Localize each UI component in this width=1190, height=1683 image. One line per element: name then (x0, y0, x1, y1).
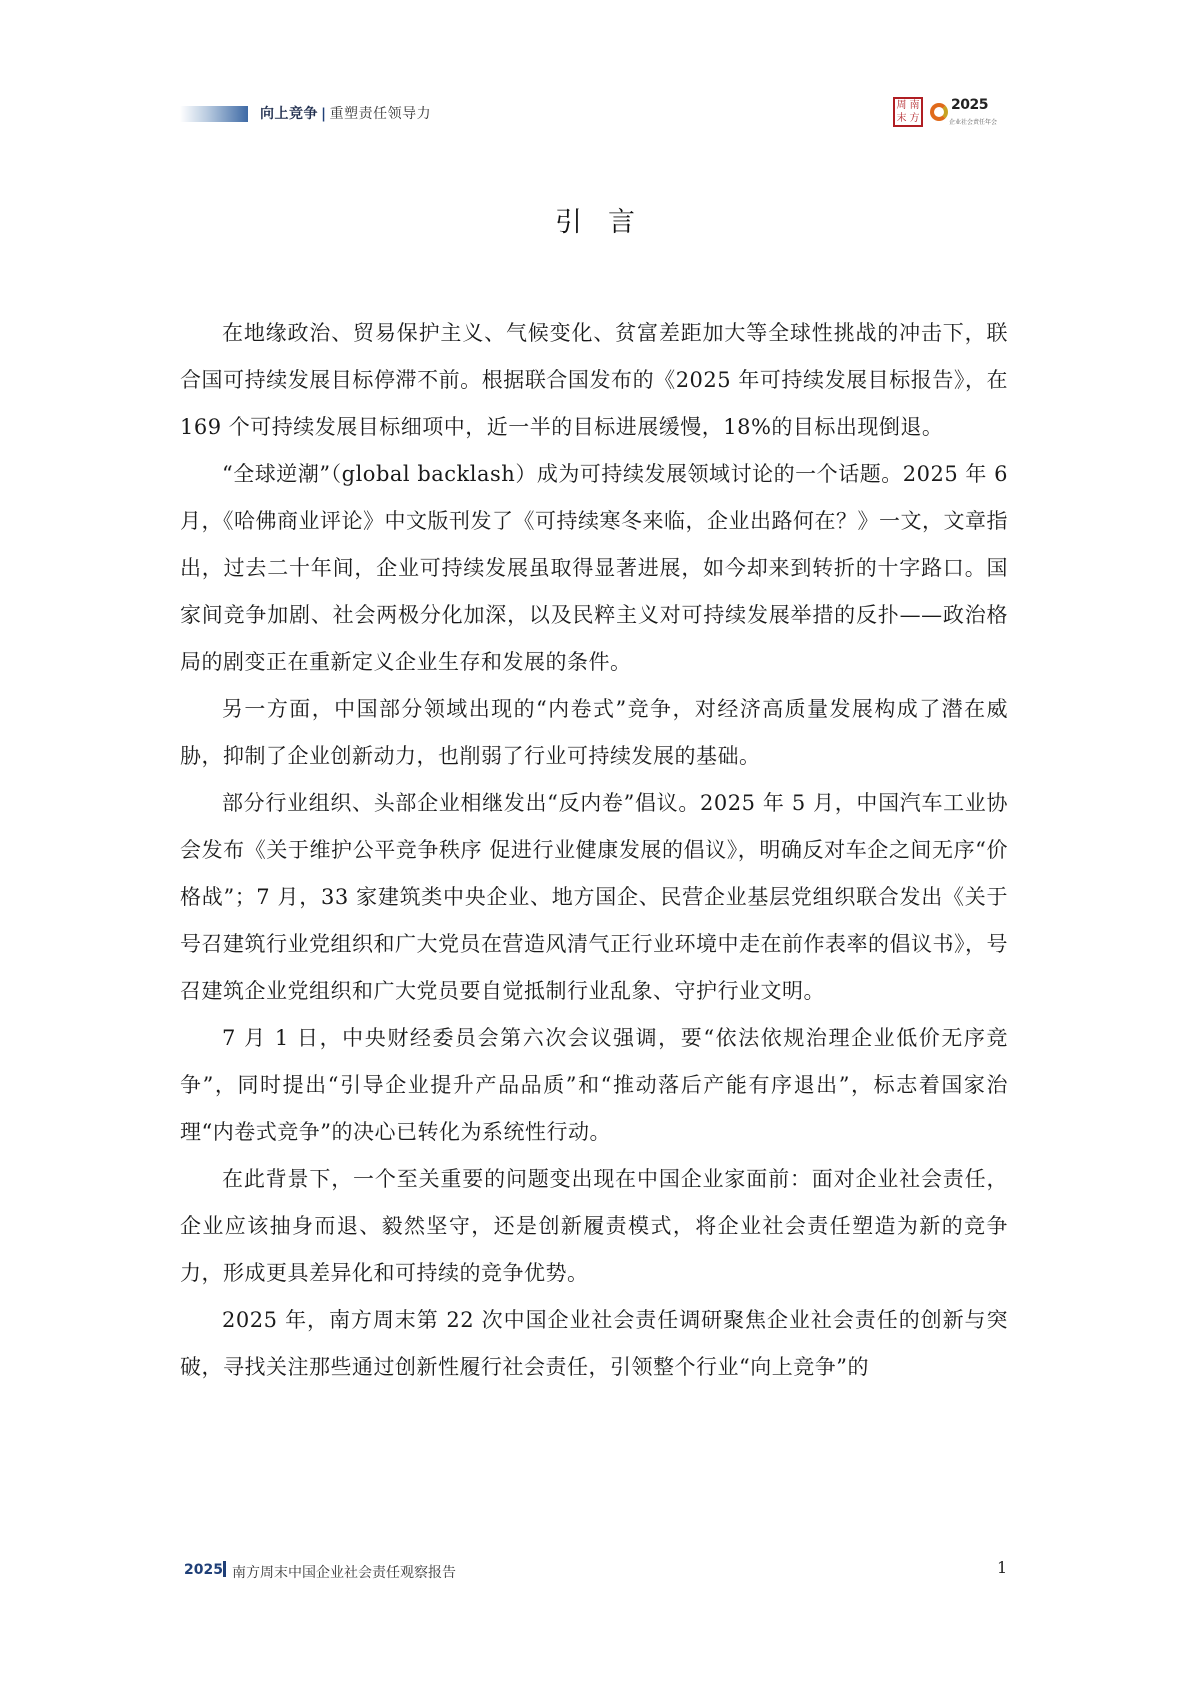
seal-char: 南 (909, 99, 920, 111)
seal-char: 周 (896, 99, 907, 111)
paragraph: 在地缘政治、贸易保护主义、气候变化、贫富差距加大等全球性挑战的冲击下，联合国可持续发展目标停滞不前。根据联合国发布的《2025 年可持续发展目标报告》，在 169 个可持续发展目标细项中，近一半的目标进展缓慢，18%的目标出现倒退。 (180, 321, 1008, 439)
csr-annual-logo (930, 97, 996, 131)
paragraph: 7 月 1 日，中央财经委员会第六次会议强调，要“依法依规治理企业低价无序竞争”，同时提出“引导企业提升产品品质”和“推动落后产能有序退出”，标志着国家治理“内卷式竞争”的决心已转化为系统性行动。 (180, 1026, 1008, 1144)
logo-year: 2025 (951, 97, 988, 113)
header-gradient-bar (180, 106, 248, 122)
footer-report-title: 南方周末中国企业社会责任观察报告 (232, 1565, 456, 1581)
seal-char: 方 (909, 112, 920, 124)
header-section: 重塑责任领导力 (329, 106, 432, 122)
page-title: 引言 (555, 207, 661, 238)
southern-weekly-seal-logo (893, 97, 923, 127)
paragraph: 在此背景下，一个至关重要的问题变出现在中国企业家面前：面对企业社会责任，企业应该抽身而退、毅然坚守，还是创新履责模式，将企业社会责任塑造为新的竞争力，形成更具差异化和可持续的竞争优势。 (180, 1167, 1008, 1285)
footer-divider (223, 1561, 226, 1577)
logo-ring-icon (930, 103, 948, 121)
header-separator: | (321, 106, 327, 122)
paragraph: 部分行业组织、头部企业相继发出“反内卷”倡议。2025 年 5 月，中国汽车工业协会发布《关于维护公平竞争秩序 促进行业健康发展的倡议》，明确反对车企之间无序“价格战”；7 月，33 家建筑类中央企业、地方国企、民营企业基层党组织联合发出《关于号召建筑行业党组织和广大党员在营造风清气正行业环境中走在前作表率的倡议书》，号召建筑企业党组织和广大党员要自觉抵制行业乱象、守护行业文明。 (180, 791, 1008, 1003)
footer-year: 2025 (184, 1562, 223, 1578)
running-header (260, 103, 431, 123)
page-number: 1 (997, 1558, 1008, 1577)
paragraph: 2025 年，南方周末第 22 次中国企业社会责任调研聚焦企业社会责任的创新与突破，寻找关注那些通过创新性履行社会责任，引领整个行业“向上竞争”的 (180, 1308, 1008, 1379)
paragraph: 另一方面，中国部分领域出现的“内卷式”竞争，对经济高质量发展构成了潜在威胁，抑制了企业创新动力，也削弱了行业可持续发展的基础。 (180, 697, 1008, 768)
header-section-bold: 向上竞争 (260, 106, 318, 122)
paragraph: “全球逆潮”（global backlash）成为可持续发展领域讨论的一个话题。2025 年 6 月，《哈佛商业评论》中文版刊发了《可持续寒冬来临，企业出路何在？》一文，文章指出，过去二十年间，企业可持续发展虽取得显著进展，如今却来到转折的十字路口。国家间竞争加剧、社会两极分化加深，以及民粹主义对可持续发展举措的反扑——政治格局的剧变正在重新定义企业生存和发展的条件。 (180, 462, 1008, 674)
body-text (180, 310, 1008, 1391)
logo-tagline: 企业社会责任年会 (949, 119, 998, 126)
seal-char: 末 (896, 112, 907, 124)
